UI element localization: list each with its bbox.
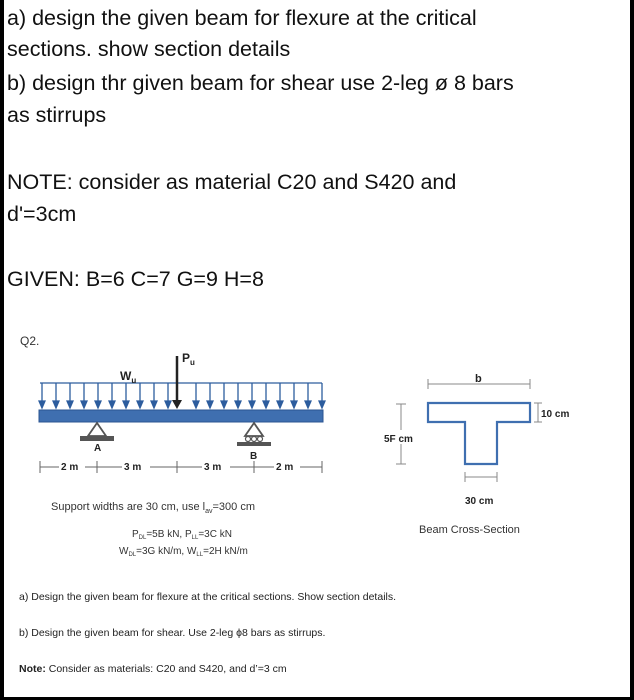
load-arrow-head — [249, 401, 255, 408]
point-loads-text: $P_{DL}=5B$ kN, $P_{LL}=3C$ kN — [132, 529, 232, 541]
beam — [39, 410, 323, 422]
load-arrow-head — [39, 401, 45, 408]
distributed-loads-text: $W_{DL}=3G$ kN/m, $W_{LL}=2H$ kN/m — [119, 546, 248, 558]
problem-label: Q2. — [20, 334, 40, 348]
note-line1: NOTE: consider as material C20 and S420 and — [7, 170, 457, 194]
given-values: GIVEN: B=6 C=7 G=9 H=8 — [7, 267, 264, 291]
load-arrow-head — [165, 401, 171, 408]
right-border — [630, 0, 634, 700]
load-arrow-head — [81, 401, 87, 408]
span-1-label: 2 m — [61, 462, 79, 473]
web-width-label: 30 cm — [465, 496, 494, 507]
span-4-label: 2 m — [276, 462, 294, 473]
beam-figure — [4, 318, 630, 696]
load-arrow-head — [151, 401, 157, 408]
point-load-label: $P_u$ — [182, 351, 195, 367]
load-arrow-head — [305, 401, 311, 408]
support-a-label: A — [94, 443, 102, 454]
span-3-label: 3 m — [204, 462, 222, 473]
load-arrow-head — [67, 401, 73, 408]
question-a-line2: sections. show section details — [7, 37, 291, 61]
section-depth-label: 5F cm — [384, 434, 413, 445]
question-a-line1: a) design the given beam for flexure at the critical — [7, 6, 477, 30]
load-arrow-head — [263, 401, 269, 408]
t-section — [428, 403, 530, 464]
section-caption: Beam Cross-Section — [419, 524, 520, 536]
distributed-load-label: $W_u$ — [120, 369, 137, 385]
question-b-line1: b) design thr given beam for shear use 2-leg ø 8 bars — [7, 71, 514, 95]
load-arrow-head — [291, 401, 297, 408]
load-arrow-head — [53, 401, 59, 408]
load-arrow-head — [193, 401, 199, 408]
load-arrow-head — [221, 401, 227, 408]
support-b-label: B — [250, 451, 258, 462]
task-a-text: a) Design the given beam for flexure at the critical sections. Show section details. — [19, 591, 397, 603]
load-arrow-head — [319, 401, 325, 408]
load-arrow-head — [235, 401, 241, 408]
load-arrow-head — [123, 401, 129, 408]
support-widths-text: Support widths are 30 cm, use $l_{av}=300$ cm — [51, 501, 255, 515]
load-arrow-head — [95, 401, 101, 408]
support-b — [237, 423, 271, 446]
load-arrow-head — [277, 401, 283, 408]
load-arrow-head — [207, 401, 213, 408]
point-load-head — [172, 400, 182, 409]
materials-note-text: Note: Consider as materials: C20 and S420, and d’=3 cm — [19, 663, 287, 675]
span-2-label: 3 m — [124, 462, 142, 473]
question-b-line2: as stirrups — [7, 103, 107, 127]
load-arrow-head — [137, 401, 143, 408]
support-a — [80, 423, 114, 441]
section-width-label: b — [475, 373, 482, 385]
load-arrow-head — [109, 401, 115, 408]
distributed-load-arrows — [39, 383, 325, 408]
task-b-text: b) Design the given beam for shear. Use 2-leg ϕ8 bars as stirrups. — [19, 627, 326, 639]
note-line2: d'=3cm — [7, 202, 77, 226]
web-width-dimension — [465, 472, 497, 482]
flange-thickness-label: 10 cm — [541, 409, 570, 420]
